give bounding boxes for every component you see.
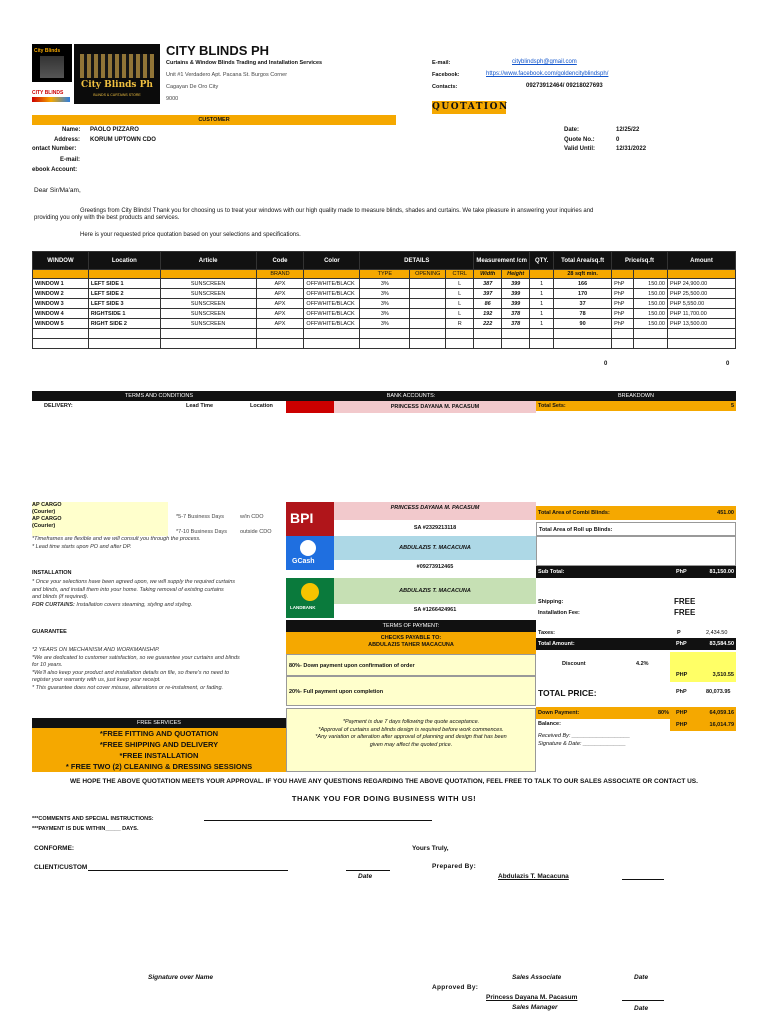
table-cell: 37 (554, 299, 612, 309)
table-empty-row (33, 339, 736, 349)
table-cell: 78 (554, 309, 612, 319)
yours-truly: Yours Truly, (412, 845, 449, 852)
client-date-line[interactable] (346, 870, 390, 871)
valid-label: Valid Until: (564, 146, 596, 152)
table-cell: OFFWHITE/BLACK (304, 279, 360, 289)
table-cell: LEFT SIDE 2 (88, 289, 160, 299)
table-cell: OFFWHITE/BLACK (304, 289, 360, 299)
breakdown-spacer (536, 536, 736, 566)
table-cell: 150.00 (634, 309, 668, 319)
company-address2: Cagayan De Oro City (166, 84, 219, 90)
customer-name-label: Name: (62, 127, 81, 133)
col-measurement: Measurement /cm (474, 252, 530, 270)
subtotal-label: Sub Total: (538, 569, 565, 575)
install-line-2: and blinds, and install them into your home. Taking removal of existing curtains (32, 586, 224, 593)
taxes-currency: P (677, 630, 681, 636)
pnb-account-name: PRINCESS DAYANA M. PACASUM (334, 401, 536, 413)
table-cell: 3% (360, 299, 410, 309)
salutation: Dear Sir/Ma'am, (34, 187, 81, 194)
col-color: Color (304, 252, 360, 270)
table-cell: PhP (612, 309, 634, 319)
col-code: Code (256, 252, 304, 270)
free-services-list (32, 728, 286, 772)
logo-text: City Blinds Ph (81, 80, 153, 90)
delivery-note-1: *Timeframes are flexible and we will consult you through the process. (32, 536, 201, 542)
free-item-2: *FREE SHIPPING AND DELIVERY (99, 740, 219, 749)
table-cell: 387 (474, 279, 502, 289)
guarantee-line-3: for 10 years. (32, 662, 63, 668)
table-row (33, 319, 736, 329)
shipping-label: Shipping: (538, 599, 564, 605)
table-cell: PHP 24,900.00 (667, 279, 735, 289)
col-qty: QTY. (530, 252, 554, 270)
company-logos (32, 44, 162, 104)
total-sets-row (536, 401, 736, 411)
payment-term-2: 20%- Full payment upon completion (286, 676, 536, 706)
balance-currency: PHP (676, 722, 688, 728)
table-cell: PHP 25,500.00 (667, 289, 735, 299)
total-sets-value: 5 (730, 403, 734, 409)
customer-name: PAOLO PIZZARO (90, 127, 139, 133)
gcash-account-number: #09273912465 (416, 564, 454, 570)
client-date-label: Date (358, 873, 373, 880)
table-cell (410, 319, 446, 329)
table-cell: RIGHT SIDE 2 (88, 319, 160, 329)
sales-associate: Sales Associate (512, 974, 562, 981)
logo-small-text: City Blinds (34, 48, 61, 54)
table-cell: APX (256, 279, 304, 289)
company-tagline: Curtains & Window Blinds Trading and Installation Services (166, 60, 323, 66)
footer-thanks: THANK YOU FOR DOING BUSINESS WITH US! (291, 794, 477, 803)
guarantee-line-4: *We'll also keep your product and installation details on file, so there's no need to (32, 669, 230, 676)
table-cell (410, 279, 446, 289)
free-item-3: *FREE INSTALLATION (119, 751, 199, 760)
location-label: Location (250, 403, 273, 409)
total-price-currency: PhP (676, 689, 687, 695)
lead-time-label: Lead Time (186, 403, 214, 409)
table-cell: L (446, 279, 474, 289)
conforme-label: CONFORME: (34, 845, 75, 852)
installation-label: INSTALLATION (32, 570, 72, 576)
rollup-row (536, 522, 736, 536)
balance-box (670, 719, 736, 731)
cargo-1: AP CARGO (32, 502, 62, 508)
table-cell: 150.00 (634, 319, 668, 329)
table-cell: 378 (502, 309, 530, 319)
balance-label: Balance: (538, 721, 561, 727)
landbank-logo-text: LANDBANK (290, 605, 316, 610)
delivery-note-2: * Lead time starts upon PO and after DP. (32, 544, 132, 550)
gcash-logo (286, 536, 334, 570)
table-cell: LEFT SIDE 1 (88, 279, 160, 289)
sub-height: Height (502, 270, 530, 279)
col-total-area: Total Area/sq.ft (554, 252, 612, 270)
table-cell: 399 (502, 299, 530, 309)
table-cell: 222 (474, 319, 502, 329)
guarantee-line-1: *2 YEARS ON MECHANISM AND WORKMANSHIP. (32, 647, 160, 653)
guarantee-line-5: register your warranty with us, just keep your receipt. (32, 677, 161, 683)
table-cell: PhP (612, 319, 634, 329)
associate-date-label: Date (634, 974, 649, 981)
down-payment-row (536, 707, 736, 719)
down-payment-value: 64,059.16 (709, 710, 734, 716)
table-cell: 378 (502, 319, 530, 329)
table-cell: SUNSCREEN (160, 299, 256, 309)
table-cell: SUNSCREEN (160, 289, 256, 299)
table-row (33, 279, 736, 289)
subtotal-currency: PhP (676, 569, 687, 575)
company-address1: Unit #1 Verdadero Apt. Pacana St. Burgos Corner (166, 72, 288, 78)
col-details: DETAILS (360, 252, 474, 270)
table-cell (410, 309, 446, 319)
down-payment-label: Down Payment: (538, 710, 580, 716)
courier-1: (Courier) (32, 509, 56, 515)
cargo-2: AP CARGO (32, 516, 62, 522)
comments-line[interactable] (204, 820, 432, 821)
combi-value: 451.00 (717, 510, 734, 516)
table-row (33, 299, 736, 309)
landbank-logo (286, 578, 334, 618)
payment-note-3: *Any variation or alteration after approval of planning and design that has been (315, 734, 507, 740)
col-amount: Amount (667, 252, 735, 270)
table-cell: 150.00 (634, 299, 668, 309)
guarantee-text (32, 647, 240, 692)
install-line-1: * Once your selections have been agreed upon, we will supply the required curtains (32, 579, 236, 585)
table-cell: 1 (530, 299, 554, 309)
table-cell: 397 (474, 289, 502, 299)
email-label: E-mail: (432, 60, 451, 66)
table-cell: OFFWHITE/BLACK (304, 309, 360, 319)
date-value: 12/25/22 (616, 127, 640, 133)
table-cell: L (446, 309, 474, 319)
sub-min: 28 sqft min. (554, 270, 612, 279)
combi-row (536, 506, 736, 520)
city-blinds-main-logo (74, 44, 160, 104)
sub-opening: OPENING (410, 270, 446, 279)
logo-subtext: BLINDS & CURTAINS STORE (93, 93, 141, 97)
client-signature-line[interactable] (88, 870, 288, 871)
table-cell: 3% (360, 289, 410, 299)
table-cell: SUNSCREEN (160, 279, 256, 289)
table-cell: LEFT SIDE 3 (88, 299, 160, 309)
table-cell: SUNSCREEN (160, 319, 256, 329)
pnb-logo (286, 401, 334, 413)
preparer-name: Abdulazis T. Macacuna (498, 873, 569, 880)
table-cell: 1 (530, 319, 554, 329)
breakdown-header: BREAKDOWN (536, 391, 736, 401)
table-cell: WINDOW 1 (33, 279, 89, 289)
table-empty-row (33, 329, 736, 339)
table-cell: APX (256, 289, 304, 299)
sub-ctrl: CTRL (446, 270, 474, 279)
col-price: Price/sq.ft (612, 252, 668, 270)
payment-note-2: *Approval of curtains and blinds design is required before work commences. (318, 726, 504, 733)
table-cell: 1 (530, 309, 554, 319)
table-cell: APX (256, 309, 304, 319)
customer-email-label: E-mail: (60, 157, 81, 163)
discount-value: 3,510.55 (712, 672, 734, 678)
facebook-label: Facebook: (432, 72, 460, 78)
total-area-zero: 0 (604, 361, 608, 367)
table-cell: 3% (360, 309, 410, 319)
city-blinds-badge-logo (32, 84, 72, 104)
table-cell: R (446, 319, 474, 329)
table-cell: OFFWHITE/BLACK (304, 319, 360, 329)
bank-header: BANK ACCOUNTS: (286, 391, 536, 401)
customer-header: CUSTOMER (32, 115, 396, 125)
discount-percent: 4.2% (636, 661, 649, 667)
total-amount-row (536, 638, 736, 650)
table-cell: 3% (360, 319, 410, 329)
taxes-value: 2,434.50 (706, 630, 728, 636)
table-cell: 150.00 (634, 279, 668, 289)
cargo-list (32, 502, 62, 530)
table-cell: WINDOW 3 (33, 299, 89, 309)
terms-header: TERMS AND CONDITIONS (32, 391, 286, 401)
installation-fee-value: FREE (674, 608, 696, 617)
table-cell: 3% (360, 279, 410, 289)
signature-date: Signature & Date: ______________ (538, 741, 626, 747)
customer-address: KORUM UPTOWN CDO (90, 137, 156, 143)
payment-term-1: 80%- Down payment upon confirmation of order (286, 654, 536, 676)
table-cell: 90 (554, 319, 612, 329)
table-cell: WINDOW 5 (33, 319, 89, 329)
col-location: Location (88, 252, 160, 270)
balance-value: 16,014.79 (709, 722, 734, 728)
bpi-account-name: PRINCESS DAYANA M. PACASUM (334, 502, 536, 520)
discount-label: Discount (562, 661, 586, 667)
sales-manager: Sales Manager (512, 1004, 558, 1011)
prepared-by-label: Prepared By: (432, 863, 477, 870)
guarantee-line-2: *We are dedicated to customer satisfaction, so we guarantee your curtains and blinds (32, 654, 240, 661)
comments-label: ***COMMENTS AND SPECIAL INSTRUCTIONS: (32, 816, 154, 822)
table-cell: PhP (612, 289, 634, 299)
greeting-request: Here is your requested price quotation based on your selections and specifications. (80, 232, 301, 238)
table-cell: PhP (612, 279, 634, 289)
table-cell (410, 289, 446, 299)
table-cell: L (446, 289, 474, 299)
bpi-logo-text: BPI (290, 510, 314, 526)
table-row (33, 309, 736, 319)
days-1: *5-7 Business Days (176, 514, 224, 520)
approver-date-line[interactable] (622, 1000, 664, 1001)
table-cell: PHP 13,500.00 (667, 319, 735, 329)
facebook-link[interactable]: https://www.facebook.com/goldencityblindsph/ (486, 71, 609, 77)
discount-box (670, 652, 736, 682)
payment-due: ***PAYMENT IS DUE WITHIN_____ DAYS. (32, 826, 139, 832)
quotation-table (32, 251, 736, 349)
total-price-value: 80,073.95 (706, 689, 731, 695)
down-payment-currency: PHP (676, 710, 688, 716)
payment-notes (286, 708, 536, 772)
bpi-logo (286, 502, 334, 536)
down-payment-percent: 80% (658, 710, 670, 716)
date-label: Date: (564, 127, 580, 133)
table-cell: 399 (502, 289, 530, 299)
footer-hope: WE HOPE THE ABOVE QUOTATION MEETS YOUR APPROVAL. IF YOU HAVE ANY QUESTIONS REGARDING THE ABOVE QUOTATION, FEEL FREE TO TALK TO OUR SALES ASSOCIATE OR CONTACT US. (70, 778, 698, 785)
days-2: *7-10 Business Days (176, 529, 228, 535)
checks-payable (286, 632, 536, 654)
table-cell: 166 (554, 279, 612, 289)
table-cell: 1 (530, 279, 554, 289)
preparer-date-line[interactable] (622, 879, 664, 880)
checks-name: ABDULAZIS TAHER MACACUNA (368, 642, 454, 648)
landbank-account-name: ABDULAZIS T. MACACUNA (334, 578, 536, 604)
customer-contact-label: ontact Number: (32, 146, 77, 152)
rollup-label: Total Area of Roll up Blinds: (539, 527, 613, 533)
quote-label: Quote No.: (564, 137, 595, 143)
total-amount-value: 83,584.50 (709, 641, 734, 647)
quotation-title: QUOTATION (432, 102, 509, 112)
approver-name: Princess Dayana M. Pacasum (486, 994, 578, 1001)
table-cell: PhP (612, 299, 634, 309)
courier-2: (Courier) (32, 523, 56, 529)
free-item-1: *FREE FITTING AND QUOTATION (99, 729, 219, 738)
checks-label: CHECKS PAYABLE TO: (380, 635, 442, 641)
landbank-account-number: SA #1266424961 (413, 607, 457, 613)
table-cell: SUNSCREEN (160, 309, 256, 319)
contacts-label: Contacts: (432, 84, 458, 90)
discount-currency: PHP (676, 672, 688, 678)
city-blinds-small-logo (32, 44, 72, 82)
greeting-paragraph: Greetings from City Blinds! Thank you for choosing us to treat your windows with our high quality made to measure blinds, shades and curtains. We take pleasure in answering your inquiries and (80, 208, 594, 214)
approved-by-label: Approved By: (432, 984, 479, 991)
table-cell (410, 299, 446, 309)
payment-note-1: *Payment is due 7 days following the quote acceptance. (342, 719, 480, 725)
table-cell: PHP 11,700.00 (667, 309, 735, 319)
table-cell: 150.00 (634, 289, 668, 299)
total-sets-label: Total Sets: (538, 403, 566, 409)
table-cell: 399 (502, 279, 530, 289)
customer-address-label: Address: (54, 137, 81, 143)
installation-text (32, 579, 235, 609)
shipping-value: FREE (674, 597, 696, 606)
total-price-label: TOTAL PRICE: (538, 688, 597, 698)
taxes-label: Taxes: (538, 630, 556, 636)
bpi-account-number: SA #2329213118 (413, 525, 457, 531)
greeting-paragraph-2: providing you only with the best products and services. (34, 215, 180, 221)
table-cell: RIGHTSIDE 1 (88, 309, 160, 319)
received-by: Received By: ___________________ (538, 733, 631, 739)
guarantee-label: GUARANTEE (32, 629, 67, 635)
total-amount-currency: PhP (676, 641, 687, 647)
sub-brand: BRAND (256, 270, 304, 279)
gcash-logo-text: GCash (292, 558, 315, 565)
combi-label: Total Area of Combi Blinds: (538, 510, 610, 516)
install-curtains-label: FOR CURTAINS: (32, 601, 75, 608)
loc-1: w/in CDO (240, 514, 264, 520)
customer-fb-label: ebook Account: (32, 167, 78, 173)
table-cell: OFFWHITE/BLACK (304, 299, 360, 309)
table-cell: APX (256, 299, 304, 309)
guarantee-line-6: * This guarantee does not cover misuse, alterations or re-instalment, or fading. (32, 684, 224, 691)
company-zip: 9000 (166, 96, 179, 102)
table-cell: APX (256, 319, 304, 329)
total-amount-zero: 0 (726, 361, 730, 367)
free-item-4: * FREE TWO (2) CLEANING & DRESSING SESSIONS (65, 762, 253, 771)
subtotal-row (536, 566, 736, 578)
table-row (33, 289, 736, 299)
table-subheader-row (33, 270, 736, 279)
client-label: CLIENT/CUSTOM (34, 864, 88, 871)
table-cell: PHP 5,550.00 (667, 299, 735, 309)
installation-fee-label: Installation Fee: (538, 610, 580, 616)
badge-text: CITY BLINDS (32, 90, 64, 96)
subtotal-value: 81,150.00 (709, 569, 734, 575)
table-cell: 192 (474, 309, 502, 319)
company-name: CITY BLINDS PH (166, 43, 270, 58)
table-cell: WINDOW 2 (33, 289, 89, 299)
table-cell: L (446, 299, 474, 309)
payment-note-4: given may affect the quoted price. (369, 741, 453, 748)
valid-value: 12/31/2022 (616, 146, 647, 152)
signature-over-name: Signature over Name (148, 974, 214, 981)
loc-2: outside CDO (240, 529, 272, 535)
free-services-header: FREE SERVICES (32, 718, 286, 728)
sub-width: Width (474, 270, 502, 279)
terms-of-payment-header: TERMS OF PAYMENT: (286, 620, 536, 632)
col-article: Article (160, 252, 256, 270)
sub-type: TYPE (360, 270, 410, 279)
email-link[interactable]: cityblindsph@gmail.com (512, 59, 577, 65)
install-line-4: Installation covers steaming, styling and styling. (74, 601, 193, 608)
quote-value: 0 (616, 137, 620, 143)
table-header-row (33, 252, 736, 270)
manager-date-label: Date (634, 1005, 649, 1012)
install-line-3: and blinds (if required). (32, 594, 89, 600)
gcash-account-name: ABDULAZIS T. MACACUNA (334, 536, 536, 560)
table-cell: 1 (530, 289, 554, 299)
col-window: WINDOW (33, 252, 89, 270)
table-cell: WINDOW 4 (33, 309, 89, 319)
contacts-value: 09273912464/ 09218027693 (526, 83, 603, 89)
total-amount-label: Total Amount: (538, 641, 575, 647)
table-cell: 170 (554, 289, 612, 299)
table-cell: 86 (474, 299, 502, 309)
delivery-label: DELIVERY: (44, 403, 73, 409)
